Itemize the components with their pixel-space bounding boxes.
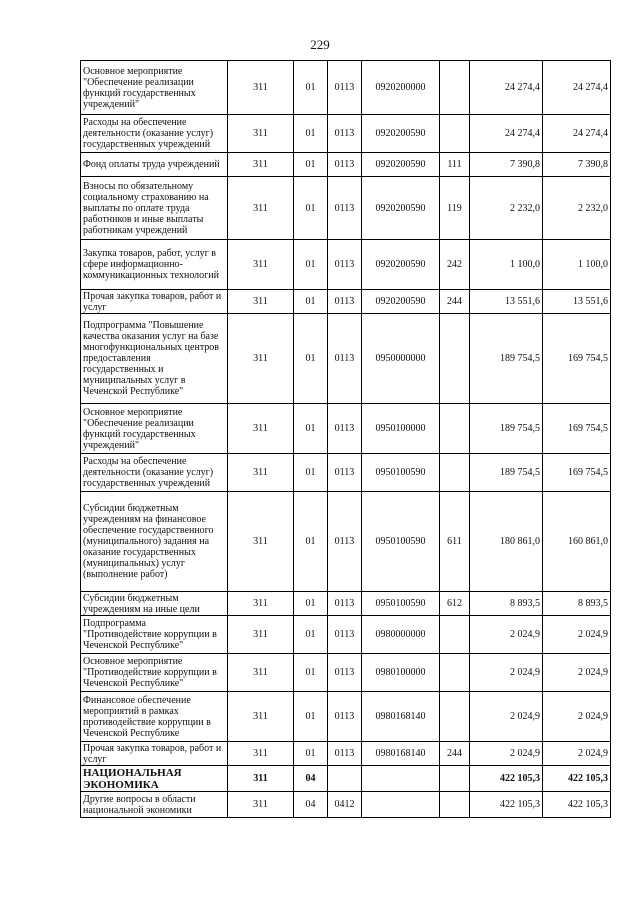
table-row — [81, 240, 611, 290]
subsection-code: 0113 — [328, 314, 362, 404]
row-name: Прочая закупка товаров, работ и услуг — [81, 290, 228, 314]
ved-code: 311 — [228, 314, 294, 404]
expense-type-code — [440, 692, 470, 742]
ved-code: 311 — [228, 454, 294, 492]
row-name: Взносы по обязательному социальному страхованию на выплаты по оплате труда работников и иные выплаты работникам учреждений — [81, 177, 228, 240]
section-code: 01 — [294, 654, 328, 692]
amount-year-1: 189 754,5 — [470, 314, 543, 404]
table-row — [81, 454, 611, 492]
ved-code: 311 — [228, 115, 294, 153]
row-name: Прочая закупка товаров, работ и услуг — [81, 742, 228, 766]
target-article-code: 0950100590 — [362, 454, 440, 492]
expense-type-code: 611 — [440, 492, 470, 592]
subsection-code: 0113 — [328, 654, 362, 692]
amount-year-1: 2 024,9 — [470, 654, 543, 692]
amount-year-1: 2 024,9 — [470, 742, 543, 766]
ved-code: 311 — [228, 766, 294, 792]
expense-type-code — [440, 404, 470, 454]
ved-code: 311 — [228, 792, 294, 818]
target-article-code: 0980000000 — [362, 616, 440, 654]
amount-year-2: 2 024,9 — [543, 742, 611, 766]
subsection-code: 0113 — [328, 404, 362, 454]
section-code: 01 — [294, 314, 328, 404]
subsection-code: 0113 — [328, 290, 362, 314]
row-name: Основное мероприятие "Обеспечение реализации функций государственных учреждений" — [81, 404, 228, 454]
table-row — [81, 314, 611, 404]
amount-year-2: 2 232,0 — [543, 177, 611, 240]
subsection-code: 0113 — [328, 115, 362, 153]
subsection-code: 0113 — [328, 177, 362, 240]
amount-year-2: 169 754,5 — [543, 314, 611, 404]
table-row — [81, 766, 611, 792]
ved-code: 311 — [228, 61, 294, 115]
target-article-code: 0950100590 — [362, 592, 440, 616]
table-row — [81, 742, 611, 766]
amount-year-1: 8 893,5 — [470, 592, 543, 616]
section-code: 01 — [294, 454, 328, 492]
amount-year-2: 7 390,8 — [543, 153, 611, 177]
budget-table — [80, 60, 611, 818]
target-article-code: 0920200590 — [362, 115, 440, 153]
target-article-code: 0920200590 — [362, 240, 440, 290]
row-name: Субсидии бюджетным учреждениям на финансовое обеспечение государственного (муниципального) задания на оказание государственных (муниципальных) услуг (выполнение работ) — [81, 492, 228, 592]
amount-year-2: 2 024,9 — [543, 654, 611, 692]
section-code: 04 — [294, 792, 328, 818]
table-row — [81, 616, 611, 654]
expense-type-code: 244 — [440, 742, 470, 766]
row-name: Закупка товаров, работ, услуг в сфере информационно-коммуникационных технологий — [81, 240, 228, 290]
subsection-code: 0113 — [328, 692, 362, 742]
section-code: 01 — [294, 492, 328, 592]
subsection-code: 0113 — [328, 592, 362, 616]
section-code: 01 — [294, 177, 328, 240]
amount-year-2: 24 274,4 — [543, 115, 611, 153]
amount-year-1: 189 754,5 — [470, 404, 543, 454]
expense-type-code — [440, 654, 470, 692]
row-name: Основное мероприятие "Обеспечение реализации функций государственных учреждений" — [81, 61, 228, 115]
amount-year-1: 24 274,4 — [470, 115, 543, 153]
expense-type-code: 244 — [440, 290, 470, 314]
expense-type-code — [440, 792, 470, 818]
section-code: 01 — [294, 115, 328, 153]
section-code: 01 — [294, 61, 328, 115]
amount-year-2: 8 893,5 — [543, 592, 611, 616]
amount-year-1: 180 861,0 — [470, 492, 543, 592]
row-name: Подпрограмма "Противодействие коррупции в Чеченской Республике" — [81, 616, 228, 654]
amount-year-2: 422 105,3 — [543, 766, 611, 792]
expense-type-code — [440, 314, 470, 404]
page-number: 229 — [310, 37, 330, 52]
amount-year-2: 2 024,9 — [543, 616, 611, 654]
target-article-code: 0980168140 — [362, 742, 440, 766]
table-row — [81, 153, 611, 177]
expense-type-code: 612 — [440, 592, 470, 616]
amount-year-2: 169 754,5 — [543, 404, 611, 454]
subsection-code — [328, 766, 362, 792]
subsection-code: 0113 — [328, 616, 362, 654]
ved-code: 311 — [228, 654, 294, 692]
amount-year-2: 24 274,4 — [543, 61, 611, 115]
row-name: Финансовое обеспечение мероприятий в рамках противодействие коррупции в Чеченской Республике — [81, 692, 228, 742]
target-article-code: 0980100000 — [362, 654, 440, 692]
expense-type-code: 242 — [440, 240, 470, 290]
amount-year-2: 422 105,3 — [543, 792, 611, 818]
amount-year-2: 169 754,5 — [543, 454, 611, 492]
expense-type-code — [440, 616, 470, 654]
row-name: Другие вопросы в области национальной экономики — [81, 792, 228, 818]
target-article-code: 0980168140 — [362, 692, 440, 742]
ved-code: 311 — [228, 692, 294, 742]
table-row — [81, 492, 611, 592]
table-row — [81, 654, 611, 692]
subsection-code: 0113 — [328, 492, 362, 592]
target-article-code: 0920200590 — [362, 177, 440, 240]
row-name: Подпрограмма "Повышение качества оказания услуг на базе многофункциональных центров предоставления государственных и муниципальных услуг в Чеченской Республике" — [81, 314, 228, 404]
target-article-code: 0920200590 — [362, 153, 440, 177]
amount-year-1: 13 551,6 — [470, 290, 543, 314]
target-article-code — [362, 766, 440, 792]
target-article-code: 0920200590 — [362, 290, 440, 314]
amount-year-2: 13 551,6 — [543, 290, 611, 314]
table-row — [81, 290, 611, 314]
row-name: Расходы на обеспечение деятельности (оказание услуг) государственных учреждений — [81, 115, 228, 153]
amount-year-1: 2 024,9 — [470, 616, 543, 654]
expense-type-code — [440, 454, 470, 492]
section-code: 01 — [294, 153, 328, 177]
table-row — [81, 404, 611, 454]
row-name: Основное мероприятие "Противодействие коррупции в Чеченской Республике" — [81, 654, 228, 692]
expense-type-code — [440, 61, 470, 115]
amount-year-2: 1 100,0 — [543, 240, 611, 290]
table-row — [81, 692, 611, 742]
amount-year-1: 422 105,3 — [470, 766, 543, 792]
amount-year-2: 160 861,0 — [543, 492, 611, 592]
subsection-code: 0113 — [328, 240, 362, 290]
row-name: Фонд оплаты труда учреждений — [81, 153, 228, 177]
ved-code: 311 — [228, 404, 294, 454]
expense-type-code: 111 — [440, 153, 470, 177]
ved-code: 311 — [228, 592, 294, 616]
table-row — [81, 592, 611, 616]
ved-code: 311 — [228, 616, 294, 654]
table-row — [81, 792, 611, 818]
target-article-code: 0950000000 — [362, 314, 440, 404]
ved-code: 311 — [228, 492, 294, 592]
subsection-code: 0113 — [328, 454, 362, 492]
section-code: 01 — [294, 240, 328, 290]
expense-type-code — [440, 766, 470, 792]
amount-year-1: 189 754,5 — [470, 454, 543, 492]
subsection-code: 0113 — [328, 153, 362, 177]
target-article-code: 0920200000 — [362, 61, 440, 115]
ved-code: 311 — [228, 742, 294, 766]
expense-type-code — [440, 115, 470, 153]
ved-code: 311 — [228, 153, 294, 177]
row-name: Субсидии бюджетным учреждениям на иные цели — [81, 592, 228, 616]
section-code: 01 — [294, 592, 328, 616]
amount-year-1: 24 274,4 — [470, 61, 543, 115]
subsection-code: 0113 — [328, 61, 362, 115]
table-row — [81, 61, 611, 115]
section-code: 01 — [294, 692, 328, 742]
ved-code: 311 — [228, 290, 294, 314]
amount-year-1: 7 390,8 — [470, 153, 543, 177]
subsection-code: 0412 — [328, 792, 362, 818]
amount-year-1: 422 105,3 — [470, 792, 543, 818]
target-article-code: 0950100590 — [362, 492, 440, 592]
subsection-code: 0113 — [328, 742, 362, 766]
ved-code: 311 — [228, 240, 294, 290]
table-row — [81, 177, 611, 240]
table-row — [81, 115, 611, 153]
amount-year-1: 1 100,0 — [470, 240, 543, 290]
row-name: Расходы на обеспечение деятельности (оказание услуг) государственных учреждений — [81, 454, 228, 492]
section-code: 04 — [294, 766, 328, 792]
amount-year-1: 2 232,0 — [470, 177, 543, 240]
target-article-code — [362, 792, 440, 818]
ved-code: 311 — [228, 177, 294, 240]
section-code: 01 — [294, 616, 328, 654]
section-code: 01 — [294, 742, 328, 766]
target-article-code: 0950100000 — [362, 404, 440, 454]
section-code: 01 — [294, 404, 328, 454]
expense-type-code: 119 — [440, 177, 470, 240]
section-code: 01 — [294, 290, 328, 314]
amount-year-2: 2 024,9 — [543, 692, 611, 742]
amount-year-1: 2 024,9 — [470, 692, 543, 742]
row-name: НАЦИОНАЛЬНАЯ ЭКОНОМИКА — [81, 766, 228, 792]
